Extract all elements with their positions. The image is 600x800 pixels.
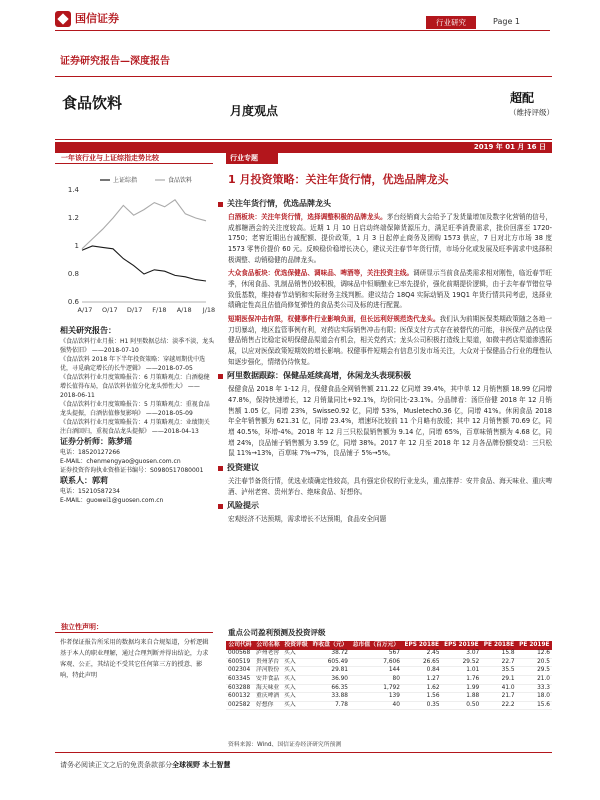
table-cell: 22.2 [481,701,516,710]
table-cell: 139 [350,693,402,702]
table-cell: 66.35 [310,684,350,693]
guosen-logo-icon [55,11,71,27]
table-cell: 20.5 [517,658,552,667]
paragraph: 短期医保冲击有限，权健事件行业影响负面，但长远利好规范迭代龙头。我们认为前期医保类期政策随之各地一刀切暴动，地区监管事例有利，对药店实际销售冲击有限；医保支付方式存在被替代的可能，非医保产品药店保健品销售占比稳定说明保健品渠道会有机会，相关党药式；龙头公司积极打造线上渠道，如微丰药店渠道渗透拓展，以应对医保政策短期效的增长影响。权健事件短期会有信息引发市场关注，大众对于保健品合行业的理性认知逐步强化，情绪仍待恢复。 [228,315,553,366]
contact-email: E-MAIL：guowei1@guosen.com.cn [60,497,164,504]
table-cell: 1.01 [442,667,482,676]
footer-divider [55,752,552,753]
table-cell: 15.8 [481,650,516,658]
table-cell: 603288 [226,684,254,693]
table-cell: 7,606 [350,658,402,667]
table-cell: 15.6 [517,701,552,710]
table-cell: 1.62 [402,684,442,693]
y-tick-label: 0.6 [67,298,79,306]
table-cell: 000568 [226,650,254,658]
paragraph: 保健食品 2018 年 1-12 月，保健食品全网销售额 211.22 亿同增 39.4%，其中单 12 月销售额 18.99 亿同增 47.8%，保持快速增长，12 月销量同比+92.1%，均价同比-23.1%。分品牌看：汤臣倍健 2018 年 12 月销售额 1.05 亿，同增 23%，Swisse0.92 亿，同增 53%，Musletech0.36 亿，同增 41%。休闲食品 2018 年全年销售额为 621.31 亿，同增 23.4%，增速环比较前 11 个月略有放缓；其中 12 月销售额 70.69 亿，同增 40.5%，环增-4%。2018 年 12 月三只松鼠销售额为 9.14 亿，同增 65%，百草味销售额为 4.68 亿，同增 24%，良品铺子销售额为 3.59 亿，同增 38%。2017 年 12 月至 2018 年 12 月各品牌份额变动：三只松鼠 11%→13%，百草味 7%→7%，良品铺子 5%→5%。 [228,385,552,458]
page-number: Page 1 [493,17,520,26]
header-tag: 行业研究 [426,16,476,29]
table-cell: 买入 [282,667,310,676]
disclaimer-heading: 独立性声明： [55,621,213,633]
legend-label: 食品饮料 [168,177,193,184]
report-type: 证券研究报告—深度报告 [60,56,170,67]
table-cell: 21.0 [517,675,552,684]
table-cell: 41.0 [481,684,516,693]
table-cell: 0.35 [402,701,442,710]
footer-text: 请务必阅读正文之后的免责条款部分 [60,761,172,769]
footer [60,760,230,770]
table-cell: 安井食品 [254,675,282,684]
table-cell: 泸州老窖 [254,650,282,658]
table-row [226,650,552,658]
analyst-cert: 证券投资咨询执业资格证书编号：S0980517080001 [60,467,204,474]
bullet-square-icon [218,202,223,207]
table-row [226,658,552,667]
table-cell: 好想你 [254,701,282,710]
table-cell: 12.6 [517,650,552,658]
contact-name: 联系人：郭莉 [60,476,108,485]
section-heading: 投资建议 [218,462,552,475]
contact-phone: 电话：15210587234 [60,488,120,495]
main-content [218,195,552,528]
chart-heading: 一年该行业与上证综指走势比较 [55,152,213,164]
table-cell: 33.88 [310,693,350,702]
section-heading: 风险提示 [218,500,552,513]
table-cell: 3.07 [442,650,482,658]
table-cell: 33.3 [517,684,552,693]
table-cell: 36.90 [310,675,350,684]
main-title: 1 月投资策略：关注年货行情，优选品牌龙头 [228,173,449,186]
table-cell: 26.65 [402,658,442,667]
bullet-square-icon [218,466,223,471]
report-subtitle: 月度观点 [230,104,279,118]
section-heading: 阿里数据跟踪：保健品延续高增，休闲龙头表现积极 [218,370,552,383]
table-row [226,693,552,702]
table-cell: 0.50 [442,701,482,710]
table-row [226,675,552,684]
table-cell: 1.76 [442,675,482,684]
table-header-cell: PE 2019E [517,641,552,650]
sidebar [60,325,215,505]
table-cell: 600519 [226,658,254,667]
table-row [226,667,552,676]
table-cell: 18.0 [517,693,552,702]
legend-label: 上证综指 [113,177,138,184]
related-report: 《食品饮料行业月度策略报告：6 月策略观点：白酒稳健增长值得布局，食品饮料估值分化龙头弹性大》 ——2018-06-11 [60,374,210,399]
y-tick-label: 1.2 [67,214,79,222]
analyst-email: E-MAIL：chenmengyao@guosen.com.cn [60,458,181,465]
bullet-square-icon [218,504,223,509]
table-cell: 海天味业 [254,684,282,693]
table-cell: 贵州茅台 [254,658,282,667]
y-tick-label: 0.8 [67,270,79,278]
table-cell: 1,792 [350,684,402,693]
table-cell: 38.72 [310,650,350,658]
series-line [82,246,206,281]
table-header-cell: EPS 2018E [402,641,442,650]
table-cell: 7.78 [310,701,350,710]
x-tick-label: F/18 [152,306,167,314]
related-report: 《食品饮料行业月度策略报告：4 月策略观点：业绩期关注白酒回归，重视食品龙头提振》 ——2018-04-13 [60,419,210,435]
table-cell: 买入 [282,684,310,693]
section-tag: 行业专题 [226,152,278,164]
table-cell: 002304 [226,667,254,676]
table-cell: 1.99 [442,684,482,693]
y-tick-label: 1 [74,242,79,250]
table-cell: 洋河股份 [254,667,282,676]
analyst-name: 证券分析师：陈梦瑶 [60,437,132,446]
table-cell: 1.27 [402,675,442,684]
table-cell: 重庆啤酒 [254,693,282,702]
x-tick-label: J/18 [202,306,216,314]
table-cell: 600132 [226,693,254,702]
table-header-row [226,641,552,650]
x-tick-label: D/17 [126,306,143,314]
table-cell: 80 [350,675,402,684]
table-cell: 002582 [226,701,254,710]
y-tick-label: 1.4 [67,186,79,194]
paragraph: 白酒板块：关注年货行情，选择调整积极的品牌龙头。茅台经销商大会给予了发货量增加及数字化营销的信号，成都糖酒会的关注度较高。近期 1 月 10 日启动终端保障货源压力，满足旺季消费需求，批价回落至 1720-1750；老窖近期出台减配额、提价政策，1 月 3 日起停止商务及团购 1573 供应，7 日对北方市场 38 度 1573 零售价提价 60 元。反映稳价稳增长决心，建议关注春节年货行情，市场分化或发展及旺季需求中选择积极调整、动销稳健的品牌龙头。 [228,212,552,264]
table-cell: 605.49 [310,658,350,667]
table-cell: 2.45 [402,650,442,658]
table-cell: 1.88 [442,693,482,702]
table-row [226,701,552,710]
table-cell: 29.1 [481,675,516,684]
table-cell: 35.5 [481,667,516,676]
related-report: 《食品饮料行业月报：H1 阿里数据总结：淡季不淡，龙头强势依旧》 ——2018-07-10 [60,338,215,354]
related-report: 《食品饮料 2018 年下半年投资策略：穿越周期优中选优，寻觅确定增长的长牛逻辑》 ——2018-07-05 [60,356,206,372]
table-cell: 买入 [282,650,310,658]
table-header-cell: 昨收盘（元） [310,641,350,650]
table-source: 资料来源：Wind、国信证券经济研究所预测 [228,742,342,748]
table-row [226,684,552,693]
x-tick-label: O/17 [102,306,118,314]
header-divider [55,30,550,31]
brand-logo [55,8,165,30]
x-tick-label: A/17 [77,306,93,314]
table-cell: 1.56 [402,693,442,702]
report-date: 2019 年 01 月 16 日 [55,142,552,153]
trend-chart [60,172,216,332]
paragraph: 大众食品板块：优选保健品、调味品、啤酒等，关注投资主线。调研显示当前食品类需求相对刚性，临近春节旺季，休闲食品、乳制品销售仍较积极，调味品中恒顺酿业已率先提价，强化前期提价逻辑，由于去年春节错位导致低基数，维持春节动销和实际财务主线判断。建议结合 18Q4 实际动销及 19Q1 年货行情共同考虑，选择业绩确定性高且估值尚修复弹性的食品类公司及标的进行配置。 [228,269,553,310]
table-cell: 29.5 [517,667,552,676]
rating: 超配 [510,91,535,105]
related-reports-title: 相关研究报告： [60,326,116,335]
table-cell: 买入 [282,675,310,684]
paragraph: 宏观经济不达预期，需求增长不达预期，食品安全问题 [228,515,387,524]
analyst-phone: 电话：18520127266 [60,449,120,456]
table-cell: 40 [350,701,402,710]
section-heading: 关注年货行情，优选品牌龙头 [218,198,552,211]
table-header-cell: 公司名称 [254,641,282,650]
table-cell: 22.7 [481,658,516,667]
table-cell: 买入 [282,701,310,710]
table-title: 重点公司盈利预测及投资评级 [228,628,326,637]
footer-slogan: 全球视野 本土智慧 [172,761,231,769]
table-cell: 144 [350,667,402,676]
paragraph: 关注春节备货行情，优选业绩确定性较高，具有强定价权的行业龙头，重点推荐：安井食品、海天味业、重庆啤酒、泸州老窖、贵州茅台、绝味食品、好想你。 [228,476,552,496]
industry-name: 食品饮料 [62,94,123,112]
table-header-cell: 总市值（百万元） [350,641,402,650]
table-cell: 买入 [282,693,310,702]
table-header-cell: 公司代码 [226,641,254,650]
x-tick-label: A/18 [176,306,192,314]
table-cell: 0.84 [402,667,442,676]
bullet-square-icon [218,374,223,379]
table-header-cell: 投资评级 [282,641,310,650]
table-cell: 29.81 [310,667,350,676]
table-header-cell: PE 2018E [481,641,516,650]
table-cell: 买入 [282,658,310,667]
table-cell: 21.7 [481,693,516,702]
table-cell: 567 [350,650,402,658]
forecast-table [226,641,552,710]
rating-note: （维持评级） [509,108,554,117]
related-report: 《食品饮料行业月度策略报告：5 月策略观点：重视食品龙头提振，白酒估值修复影响》 ——2018-05-09 [60,401,210,417]
table-cell: 29.52 [442,658,482,667]
series-line [82,200,206,249]
title-banner [55,76,552,140]
table-header-cell: EPS 2019E [442,641,482,650]
table-cell: 603345 [226,675,254,684]
brand-name: 国信证券 [75,12,119,26]
disclaimer-text: 作者保证报告所采用的数据均来自合规渠道，分析逻辑基于本人的职业理解，通过合理判断并得出结论，力求客观、公正，其结论不受其它任何第三方的授意、影响，特此声明 [60,639,209,679]
